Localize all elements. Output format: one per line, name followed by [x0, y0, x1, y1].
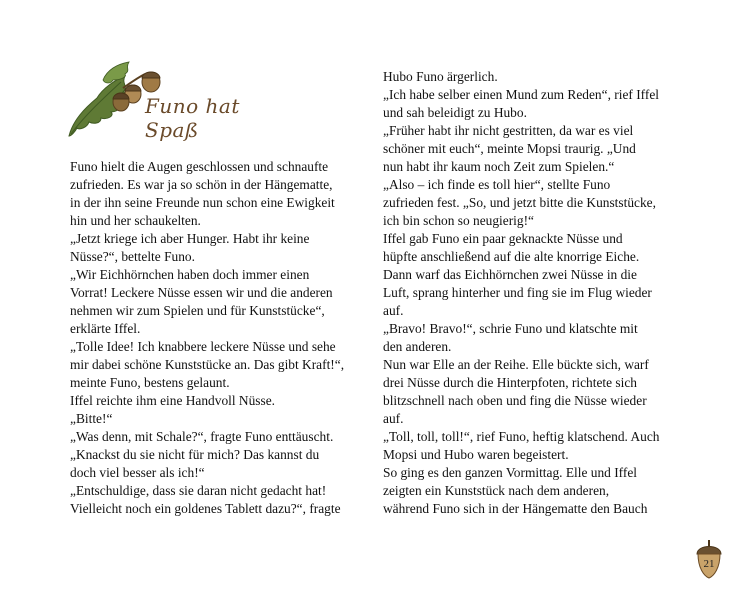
page-number: 21	[703, 558, 715, 570]
text-line: und sah beleidigt zu Hubo.	[383, 105, 527, 120]
text-line: Nun war Elle an der Reihe. Elle bückte sich, warf	[383, 357, 649, 372]
text-line: schöner mit euch“, meinte Mopsi traurig. „Und	[383, 141, 636, 156]
text-line: „Tolle Idee! Ich knabbere leckere Nüsse und sehe	[70, 339, 336, 354]
text-line: „Wir Eichhörnchen haben doch immer einen	[70, 267, 310, 282]
text-line: drei Nüsse durch die Hinterpfoten, richtete sich	[383, 375, 637, 390]
text-line: Luft, sprang hinterher und fing sie im Flug wieder	[383, 285, 652, 300]
text-line: „Bitte!“	[70, 411, 113, 426]
text-line: „Jetzt kriege ich aber Hunger. Habt ihr keine	[70, 231, 310, 246]
text-line: zufrieden fest. „So, und jetzt bitte die Kunststücke,	[383, 195, 656, 210]
chapter-heading	[63, 58, 283, 148]
right-text-column	[383, 68, 683, 518]
text-line: hüpfte anschließend auf die alte knorrige Eiche.	[383, 249, 640, 264]
text-line: Nüsse?“, bettelte Funo.	[70, 249, 195, 264]
text-line: „Knackst du sie nicht für mich? Das kannst du	[70, 447, 320, 462]
text-line: meinte Funo, bestens gelaunt.	[70, 375, 230, 390]
chapter-title: Funo hat Spaß	[145, 94, 240, 142]
text-line: in der ihn seine Freunde nun schon eine Ewigkeit	[70, 195, 335, 210]
text-line: doch viel besser als ich!“	[70, 465, 205, 480]
text-line: während Funo sich in der Hängematte den Bauch	[383, 501, 648, 516]
text-line: nehmen wir zum Spielen und für Kunststücke“,	[70, 303, 325, 318]
text-line: Hubo Funo ärgerlich.	[383, 69, 498, 84]
text-line: „Entschuldige, dass sie daran nicht gedacht hat!	[70, 483, 327, 498]
text-line: hin und her schaukelten.	[70, 213, 201, 228]
page-number-badge	[694, 538, 724, 580]
text-line: Vielleicht noch ein goldenes Tablett dazu?“, fragte	[70, 501, 341, 516]
text-line: auf.	[383, 303, 404, 318]
left-text-column	[70, 158, 370, 518]
text-line: blitzschnell nach oben und fing die Nüsse wieder	[383, 393, 647, 408]
text-line: Iffel gab Funo ein paar geknackte Nüsse und	[383, 231, 623, 246]
text-line: auf.	[383, 411, 404, 426]
text-line: nun habt ihr kaum noch Zeit zum Spielen.“	[383, 159, 615, 174]
text-line: „Also – ich finde es toll hier“, stellte Funo	[383, 177, 611, 192]
text-line: erklärte Iffel.	[70, 321, 141, 336]
text-line: „Früher habt ihr nicht gestritten, da war es viel	[383, 123, 634, 138]
text-line: „Ich habe selber einen Mund zum Reden“, rief Iffel	[383, 87, 659, 102]
text-line: „Bravo! Bravo!“, schrie Funo und klatschte mit	[383, 321, 638, 336]
text-line: Dann warf das Eichhörnchen zwei Nüsse in die	[383, 267, 637, 282]
text-line: Vorrat! Leckere Nüsse essen wir und die anderen	[70, 285, 333, 300]
text-line: Funo hielt die Augen geschlossen und schnaufte	[70, 159, 329, 174]
text-line: ich bin schon so neugierig!“	[383, 213, 534, 228]
text-line: zeigten ein Kunststück nach dem anderen,	[383, 483, 610, 498]
text-line: Iffel reichte ihm eine Handvoll Nüsse.	[70, 393, 276, 408]
text-line: „Was denn, mit Schale?“, fragte Funo enttäuscht.	[70, 429, 334, 444]
text-line: mir dabei schöne Kunststücke an. Das gibt Kraft!“,	[70, 357, 345, 372]
text-line: den anderen.	[383, 339, 452, 354]
text-line: So ging es den ganzen Vormittag. Elle und Iffel	[383, 465, 638, 480]
text-line: Mopsi und Hubo waren begeistert.	[383, 447, 569, 462]
text-line: „Toll, toll, toll!“, rief Funo, heftig klatschend. Auch	[383, 429, 660, 444]
text-line: zufrieden. Es war ja so schön in der Hängematte,	[70, 177, 333, 192]
